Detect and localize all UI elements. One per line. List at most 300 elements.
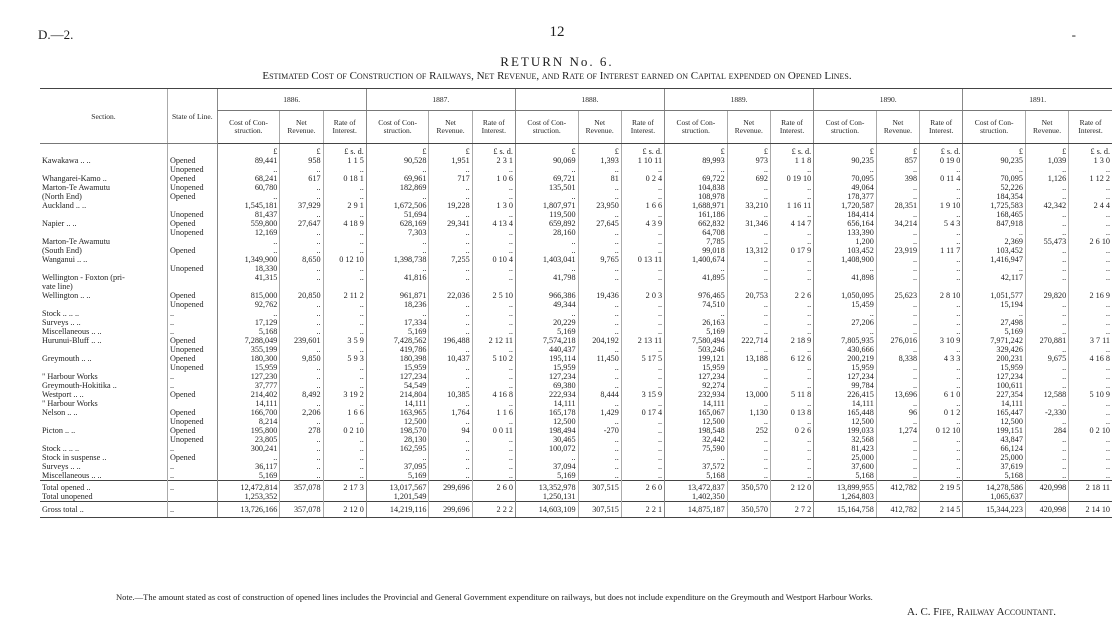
section-cell: Total unopened bbox=[42, 492, 93, 501]
rate-header: Rate of Interest. bbox=[1069, 111, 1112, 144]
cost-cell: 41,898 bbox=[814, 273, 877, 282]
cost-cell: 7,288,049 bbox=[217, 336, 280, 345]
net-revenue-cell: 29,341 bbox=[429, 219, 472, 228]
net-revenue-cell: 1,274 bbox=[876, 426, 919, 435]
net-revenue-cell: .. bbox=[280, 309, 323, 318]
cost-cell: 12,500 bbox=[963, 417, 1026, 426]
net-revenue-cell: .. bbox=[1025, 300, 1068, 309]
section-cell: " Harbour Works bbox=[42, 372, 98, 381]
cost-cell: 7,971,242 bbox=[963, 336, 1026, 345]
cost-cell: £ bbox=[963, 144, 1026, 157]
rate-cell: .. bbox=[472, 309, 515, 318]
cost-cell: 7,574,218 bbox=[515, 336, 578, 345]
rate-cell: .. bbox=[1069, 210, 1112, 219]
rate-cell: 0 13 11 bbox=[621, 255, 664, 264]
table-row bbox=[40, 282, 1112, 291]
cost-cell: 1,720,587 bbox=[814, 201, 877, 210]
net-revenue-cell: .. bbox=[429, 444, 472, 453]
cost-cell: 1,402,350 bbox=[665, 492, 728, 502]
rate-cell: 5 10 2 bbox=[472, 354, 515, 363]
net-revenue-cell: .. bbox=[1025, 453, 1068, 462]
rate-cell: .. bbox=[323, 318, 366, 327]
rate-cell: .. bbox=[1069, 273, 1112, 282]
cost-cell: 199,151 bbox=[963, 426, 1026, 435]
net-revenue-cell: .. bbox=[280, 345, 323, 354]
net-revenue-cell: 9,850 bbox=[280, 354, 323, 363]
rate-cell: 1 16 11 bbox=[770, 201, 813, 210]
state-cell: .. bbox=[167, 471, 217, 481]
state-cell: .. bbox=[167, 462, 217, 471]
net-revenue-cell: .. bbox=[280, 318, 323, 327]
net-revenue-cell: .. bbox=[727, 399, 770, 408]
rate-cell: 1 12 2 bbox=[1069, 174, 1112, 183]
cost-cell: £ bbox=[217, 144, 280, 157]
cost-cell: 27,206 bbox=[814, 318, 877, 327]
rate-cell: .. bbox=[1069, 300, 1112, 309]
cost-cell: .. bbox=[814, 264, 877, 273]
state-cell: Unopened bbox=[167, 228, 217, 237]
section-cell: vate line) bbox=[42, 282, 73, 291]
cost-cell: 166,700 bbox=[217, 408, 280, 417]
rate-cell: 4 3 3 bbox=[920, 354, 963, 363]
rate-cell: .. bbox=[621, 318, 664, 327]
net-revenue-cell: .. bbox=[876, 183, 919, 192]
net-revenue-cell: 1,126 bbox=[1025, 174, 1068, 183]
net-revenue-cell bbox=[429, 492, 472, 502]
rate-cell: 0 18 1 bbox=[323, 174, 366, 183]
net-revenue-cell: 857 bbox=[876, 156, 919, 165]
net-revenue-cell: .. bbox=[280, 264, 323, 273]
rate-cell: .. bbox=[920, 381, 963, 390]
net-revenue-cell: .. bbox=[280, 399, 323, 408]
cost-cell: 99,018 bbox=[665, 246, 728, 255]
cost-cell: .. bbox=[963, 228, 1026, 237]
rate-cell: 2 4 4 bbox=[1069, 201, 1112, 210]
table-row bbox=[40, 354, 1112, 363]
net-revenue-cell: .. bbox=[727, 471, 770, 481]
cost-cell: .. bbox=[366, 237, 429, 246]
net-revenue-cell: .. bbox=[429, 246, 472, 255]
cost-cell: 69,961 bbox=[366, 174, 429, 183]
rate-cell: 3 15 9 bbox=[621, 390, 664, 399]
rate-cell: .. bbox=[1069, 363, 1112, 372]
rate-cell: 2 5 10 bbox=[472, 291, 515, 300]
rate-cell: 2 6 10 bbox=[1069, 237, 1112, 246]
rate-cell: .. bbox=[621, 183, 664, 192]
cost-cell: 60,780 bbox=[217, 183, 280, 192]
rate-cell: .. bbox=[472, 417, 515, 426]
rate-cell: 3 19 2 bbox=[323, 390, 366, 399]
rate-cell: .. bbox=[1069, 309, 1112, 318]
cost-cell: 222,934 bbox=[515, 390, 578, 399]
rate-cell: .. bbox=[1069, 192, 1112, 201]
rate-cell: .. bbox=[323, 237, 366, 246]
cost-cell: 1,250,131 bbox=[515, 492, 578, 502]
rate-cell: 1 10 11 bbox=[621, 156, 664, 165]
rate-cell: .. bbox=[323, 300, 366, 309]
net-revenue-cell: .. bbox=[429, 273, 472, 282]
state-cell bbox=[167, 399, 217, 408]
net-revenue-cell: .. bbox=[578, 246, 621, 255]
table-row bbox=[40, 462, 1112, 471]
state-cell: Opened bbox=[167, 390, 217, 399]
cost-cell: 13,472,837 bbox=[665, 481, 728, 493]
net-revenue-cell: .. bbox=[876, 462, 919, 471]
net-revenue-cell: .. bbox=[280, 372, 323, 381]
cost-cell: .. bbox=[366, 192, 429, 201]
rate-cell: .. bbox=[472, 318, 515, 327]
rate-cell: .. bbox=[323, 444, 366, 453]
rate-cell: 0 2 10 bbox=[1069, 426, 1112, 435]
rate-cell: .. bbox=[472, 372, 515, 381]
table-row bbox=[40, 444, 1112, 453]
net-revenue-cell: 55,473 bbox=[1025, 237, 1068, 246]
net-revenue-cell: .. bbox=[280, 237, 323, 246]
cost-cell: 1,264,803 bbox=[814, 492, 877, 502]
net-revenue-cell: 270,881 bbox=[1025, 336, 1068, 345]
rate-header: Rate of Interest. bbox=[770, 111, 813, 144]
net-revenue-cell: .. bbox=[876, 345, 919, 354]
cost-cell: 5,169 bbox=[515, 327, 578, 336]
net-revenue-cell: .. bbox=[1025, 273, 1068, 282]
cost-cell: 14,111 bbox=[814, 399, 877, 408]
rate-cell: 2 19 5 bbox=[920, 481, 963, 493]
net-revenue-cell: .. bbox=[578, 300, 621, 309]
cost-cell: 43,847 bbox=[963, 435, 1026, 444]
cost-cell: 23,805 bbox=[217, 435, 280, 444]
table-row bbox=[40, 246, 1112, 255]
section-cell bbox=[40, 165, 167, 174]
table-row bbox=[40, 228, 1112, 237]
net-revenue-cell: 692 bbox=[727, 174, 770, 183]
cost-cell: 41,315 bbox=[217, 273, 280, 282]
cost-cell: 89,993 bbox=[665, 156, 728, 165]
net-revenue-cell: .. bbox=[280, 327, 323, 336]
rate-cell: .. bbox=[621, 228, 664, 237]
cost-cell: .. bbox=[665, 453, 728, 462]
net-revenue-cell: .. bbox=[429, 453, 472, 462]
cost-cell: 163,965 bbox=[366, 408, 429, 417]
cost-cell: 5,169 bbox=[515, 471, 578, 481]
cost-cell: 14,111 bbox=[665, 399, 728, 408]
cost-cell: 100,611 bbox=[963, 381, 1026, 390]
rate-cell: .. bbox=[621, 471, 664, 481]
rate-cell: .. bbox=[621, 363, 664, 372]
rate-cell: 2 8 10 bbox=[920, 291, 963, 300]
rate-cell: .. bbox=[472, 462, 515, 471]
net-revenue-cell: 34,214 bbox=[876, 219, 919, 228]
cost-cell: 92,274 bbox=[665, 381, 728, 390]
rate-cell: .. bbox=[770, 372, 813, 381]
rate-cell: .. bbox=[920, 192, 963, 201]
rate-cell: 2 7 2 bbox=[770, 502, 813, 518]
rate-cell: 2 2 6 bbox=[770, 291, 813, 300]
table-row bbox=[40, 273, 1112, 282]
net-revenue-cell: £ bbox=[727, 144, 770, 157]
rate-cell: 1 3 0 bbox=[472, 201, 515, 210]
net-revenue-cell: 8,650 bbox=[280, 255, 323, 264]
rate-cell: 5 17 5 bbox=[621, 354, 664, 363]
net-revenue-cell bbox=[727, 492, 770, 502]
section-cell: Total opened .. bbox=[40, 481, 167, 493]
rate-cell: .. bbox=[920, 273, 963, 282]
rate-cell: .. bbox=[770, 318, 813, 327]
cost-cell: 12,500 bbox=[665, 417, 728, 426]
net-revenue-cell: .. bbox=[876, 471, 919, 481]
rate-cell: 0 2 4 bbox=[621, 174, 664, 183]
rate-cell: .. bbox=[770, 399, 813, 408]
rate-cell: 3 5 9 bbox=[323, 336, 366, 345]
rate-cell: .. bbox=[1069, 381, 1112, 390]
section-header: Section. bbox=[40, 89, 167, 144]
rate-cell: .. bbox=[323, 183, 366, 192]
rate-cell bbox=[920, 492, 963, 502]
cost-cell: 127,234 bbox=[665, 372, 728, 381]
net-revenue-cell: .. bbox=[1025, 363, 1068, 372]
cost-cell: 12,500 bbox=[814, 417, 877, 426]
cost-cell: 430,666 bbox=[814, 345, 877, 354]
rate-cell: .. bbox=[472, 435, 515, 444]
rate-cell: 2 14 10 bbox=[1069, 502, 1112, 518]
cost-cell: 119,500 bbox=[515, 210, 578, 219]
rate-cell: .. bbox=[920, 372, 963, 381]
rate-cell: 1 0 6 bbox=[472, 174, 515, 183]
cost-cell: .. bbox=[217, 453, 280, 462]
rate-cell: .. bbox=[472, 237, 515, 246]
net-revenue-cell bbox=[876, 492, 919, 502]
state-cell: Unopened bbox=[167, 435, 217, 444]
cost-cell: 15,959 bbox=[515, 363, 578, 372]
rate-cell: 4 13 4 bbox=[472, 219, 515, 228]
cost-cell: 5,169 bbox=[366, 471, 429, 481]
net-revenue-cell: .. bbox=[578, 264, 621, 273]
state-cell bbox=[167, 282, 217, 291]
net-revenue-cell: .. bbox=[280, 363, 323, 372]
rate-cell: .. bbox=[621, 462, 664, 471]
net-revenue-cell: .. bbox=[876, 417, 919, 426]
cost-cell: 28,160 bbox=[515, 228, 578, 237]
net-revenue-cell: .. bbox=[727, 237, 770, 246]
rate-cell: .. bbox=[1069, 165, 1112, 174]
net-revenue-cell: .. bbox=[727, 417, 770, 426]
cost-cell: 355,199 bbox=[217, 345, 280, 354]
rate-cell: .. bbox=[770, 381, 813, 390]
cost-cell: 226,415 bbox=[814, 390, 877, 399]
net-revenue-cell: 1,951 bbox=[429, 156, 472, 165]
rate-cell bbox=[770, 282, 813, 291]
cost-cell: 1,398,738 bbox=[366, 255, 429, 264]
cost-cell bbox=[217, 282, 280, 291]
cost-cell: 90,235 bbox=[963, 156, 1026, 165]
net-revenue-cell: .. bbox=[578, 228, 621, 237]
rate-cell: .. bbox=[472, 183, 515, 192]
rate-cell: .. bbox=[621, 327, 664, 336]
cost-cell: 165,067 bbox=[665, 408, 728, 417]
cost-cell: 41,816 bbox=[366, 273, 429, 282]
net-revenue-cell: .. bbox=[727, 183, 770, 192]
cost-cell: 662,832 bbox=[665, 219, 728, 228]
rate-cell: .. bbox=[472, 444, 515, 453]
rate-cell bbox=[323, 282, 366, 291]
section-cell: Whangarei-Kamo .. bbox=[42, 174, 107, 183]
net-revenue-cell: .. bbox=[1025, 165, 1068, 174]
cost-cell: .. bbox=[217, 192, 280, 201]
table-row bbox=[40, 165, 1112, 174]
net-revenue-cell: .. bbox=[727, 309, 770, 318]
rate-cell: .. bbox=[621, 399, 664, 408]
rate-cell: .. bbox=[621, 273, 664, 282]
rate-cell: .. bbox=[770, 462, 813, 471]
net-revenue-cell: .. bbox=[1025, 309, 1068, 318]
net-revenue-cell: .. bbox=[1025, 192, 1068, 201]
net-revenue-cell: .. bbox=[876, 381, 919, 390]
net-revenue-cell: .. bbox=[1025, 327, 1068, 336]
net-revenue-cell: .. bbox=[876, 165, 919, 174]
cost-cell: £ bbox=[665, 144, 728, 157]
cost-cell: 1,051,577 bbox=[963, 291, 1026, 300]
cost-cell bbox=[515, 282, 578, 291]
cost-cell: 75,590 bbox=[665, 444, 728, 453]
net-revenue-cell: 23,950 bbox=[578, 201, 621, 210]
section-cell: Kawakawa .. .. bbox=[42, 156, 91, 165]
rate-cell: .. bbox=[920, 165, 963, 174]
rate-cell: .. bbox=[920, 453, 963, 462]
net-revenue-cell: .. bbox=[727, 228, 770, 237]
net-revenue-cell: 2,206 bbox=[280, 408, 323, 417]
cost-header: Cost of Con-struction. bbox=[217, 111, 280, 144]
cost-cell: 12,500 bbox=[515, 417, 578, 426]
net-revenue-cell: .. bbox=[280, 228, 323, 237]
table-row bbox=[40, 156, 1112, 165]
cost-cell: 127,234 bbox=[814, 372, 877, 381]
cost-cell: .. bbox=[515, 264, 578, 273]
rate-cell: 5 9 3 bbox=[323, 354, 366, 363]
rate-cell: .. bbox=[1069, 228, 1112, 237]
net-revenue-cell: 37,929 bbox=[280, 201, 323, 210]
state-cell: .. bbox=[167, 481, 217, 493]
cost-cell: £ bbox=[366, 144, 429, 157]
cost-cell: 7,428,562 bbox=[366, 336, 429, 345]
rate-cell: .. bbox=[770, 363, 813, 372]
cost-cell: 198,494 bbox=[515, 426, 578, 435]
cost-cell: 300,241 bbox=[217, 444, 280, 453]
rate-cell: £ s. d. bbox=[920, 144, 963, 157]
cost-cell: .. bbox=[515, 453, 578, 462]
rate-cell: .. bbox=[1069, 318, 1112, 327]
cost-cell: .. bbox=[515, 309, 578, 318]
net-revenue-cell: .. bbox=[876, 444, 919, 453]
rate-cell: .. bbox=[621, 210, 664, 219]
net-revenue-cell: .. bbox=[280, 453, 323, 462]
rate-cell: 2 17 3 bbox=[323, 481, 366, 493]
rate-cell: .. bbox=[770, 435, 813, 444]
cost-cell: .. bbox=[515, 246, 578, 255]
net-revenue-header: Net Revenue. bbox=[578, 111, 621, 144]
year-header: 1887. bbox=[366, 89, 515, 111]
net-revenue-cell: .. bbox=[578, 237, 621, 246]
section-cell: Surveys .. .. bbox=[42, 462, 81, 471]
net-revenue-cell: .. bbox=[727, 444, 770, 453]
net-revenue-cell: .. bbox=[429, 165, 472, 174]
rate-cell: 0 11 4 bbox=[920, 174, 963, 183]
rate-cell: .. bbox=[323, 264, 366, 273]
cost-cell: 37,095 bbox=[366, 462, 429, 471]
cost-cell: 100,072 bbox=[515, 444, 578, 453]
net-revenue-cell: 284 bbox=[1025, 426, 1068, 435]
rate-cell: 2 2 2 bbox=[472, 502, 515, 518]
section-cell: Westport .. .. bbox=[42, 390, 84, 399]
rate-cell: 2 6 0 bbox=[621, 481, 664, 493]
cost-cell bbox=[665, 282, 728, 291]
cost-cell: 847,918 bbox=[963, 219, 1026, 228]
cost-cell: 7,303 bbox=[366, 228, 429, 237]
cost-cell: 37,777 bbox=[217, 381, 280, 390]
section-cell bbox=[40, 417, 167, 426]
net-revenue-cell: 307,515 bbox=[578, 502, 621, 518]
cost-cell: 14,111 bbox=[963, 399, 1026, 408]
net-revenue-header: Net Revenue. bbox=[280, 111, 323, 144]
net-revenue-cell: .. bbox=[876, 300, 919, 309]
rate-cell: .. bbox=[920, 210, 963, 219]
table-row bbox=[40, 327, 1112, 336]
rate-cell bbox=[920, 282, 963, 291]
year-header: 1891. bbox=[963, 89, 1112, 111]
section-cell: Wanganui .. .. bbox=[42, 255, 88, 264]
cost-cell: 165,448 bbox=[814, 408, 877, 417]
cost-cell: 127,234 bbox=[366, 372, 429, 381]
rate-cell: .. bbox=[1069, 219, 1112, 228]
cost-cell: .. bbox=[814, 327, 877, 336]
rate-cell: 3 7 11 bbox=[1069, 336, 1112, 345]
cost-cell: 5,169 bbox=[366, 327, 429, 336]
net-revenue-cell: .. bbox=[727, 327, 770, 336]
cost-cell: 5,168 bbox=[814, 471, 877, 481]
net-revenue-cell: .. bbox=[578, 318, 621, 327]
state-cell: Opened bbox=[167, 354, 217, 363]
net-revenue-cell bbox=[1025, 492, 1068, 502]
net-revenue-cell: 1,764 bbox=[429, 408, 472, 417]
net-revenue-cell: 299,696 bbox=[429, 502, 472, 518]
state-header: State of Line. bbox=[167, 89, 217, 144]
rate-cell bbox=[1069, 282, 1112, 291]
rate-cell: .. bbox=[920, 300, 963, 309]
state-cell: Unopened bbox=[167, 417, 217, 426]
net-revenue-cell: .. bbox=[429, 381, 472, 390]
rate-cell: .. bbox=[770, 183, 813, 192]
rate-cell: 0 17 9 bbox=[770, 246, 813, 255]
section-cell: Miscellaneous .. .. bbox=[42, 471, 102, 480]
net-revenue-cell: .. bbox=[429, 435, 472, 444]
cost-cell: .. bbox=[366, 264, 429, 273]
cost-cell: 81,437 bbox=[217, 210, 280, 219]
net-revenue-cell: .. bbox=[578, 435, 621, 444]
rate-cell: 0 19 0 bbox=[920, 156, 963, 165]
net-revenue-cell: .. bbox=[876, 453, 919, 462]
rate-cell: .. bbox=[770, 444, 813, 453]
cost-cell: 1,807,971 bbox=[515, 201, 578, 210]
cost-cell: .. bbox=[963, 165, 1026, 174]
rate-cell: 5 10 9 bbox=[1069, 390, 1112, 399]
table-row bbox=[40, 264, 1112, 273]
cost-cell: 180,398 bbox=[366, 354, 429, 363]
table-row bbox=[40, 453, 1112, 462]
cost-cell bbox=[366, 282, 429, 291]
cost-cell: 15,194 bbox=[963, 300, 1026, 309]
rate-cell: .. bbox=[472, 381, 515, 390]
net-revenue-cell: 239,601 bbox=[280, 336, 323, 345]
rate-cell: .. bbox=[621, 246, 664, 255]
rate-cell: .. bbox=[920, 417, 963, 426]
